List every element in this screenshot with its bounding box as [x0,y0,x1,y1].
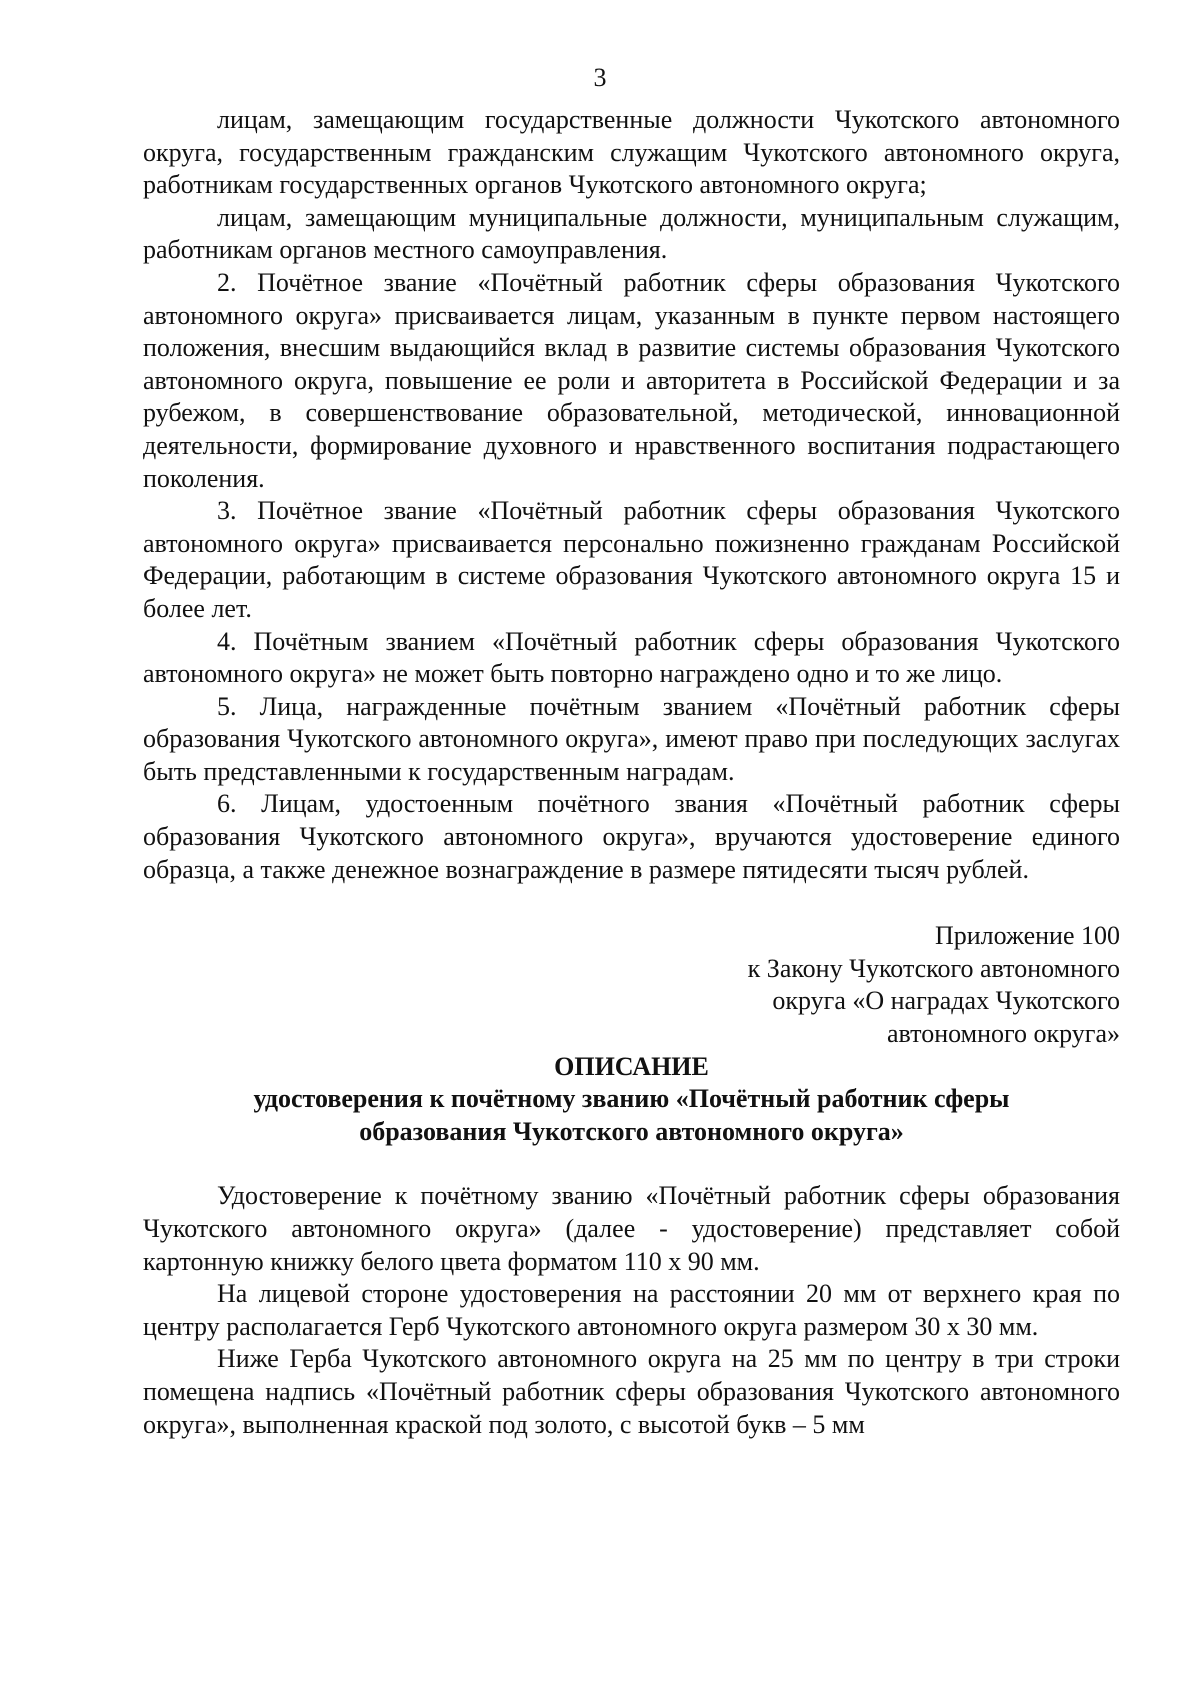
paragraph-municipal-officials: лицам, замещающим муниципальные должности, муниципальным служащим, работникам органов местного самоуправления. [143,202,1120,265]
paragraph-front-side-emblem: На лицевой стороне удостоверения на расстоянии 20 мм от верхнего края по центру располагается Герб Чукотского автономного округа размером 30 х 30 мм. [143,1279,1120,1341]
paragraph-inscription: Ниже Герба Чукотского автономного округа на 25 мм по центру в три строки помещена надпись «Почётный работник сферы образования Чукотского автономного округа», выполненная краской под золото, с высотой букв – 5 мм [143,1344,1120,1439]
document-body [143,104,1120,1441]
paragraph-clause-5: 5. Лица, награжденные почётным званием «Почётный работник сферы образования Чукотского автономного округа», имеют право при последующих заслугах быть представленными к государственным наградам. [143,691,1120,786]
appendix-line: Приложение 100 [934,921,1120,951]
paragraph-clause-4: 4. Почётным званием «Почётный работник сферы образования Чукотского автономного округа» не может быть повторно награждено одно и то же лицо. [143,626,1120,689]
appendix-line: к Закону Чукотского автономного [747,953,1120,983]
appendix-line: округа «О наградах Чукотского [772,986,1120,1016]
paragraph-certificate-format: Удостоверение к почётному званию «Почётный работник сферы образования Чукотского автономного округа» (далее - удостоверение) представляет собой картонную книжку белого цвета форматом 110 х 90 мм. [143,1181,1120,1276]
appendix-line: автономного округа» [887,1019,1120,1049]
paragraph-clause-6: 6. Лицам, удостоенным почётного звания «Почётный работник сферы образования Чукотского автономного округа», вручаются удостоверение единого образца, а также денежное вознаграждение в размере пятидесяти тысяч рублей. [143,789,1120,884]
appendix-reference [143,920,1120,1050]
paragraph-state-officials: лицам, замещающим государственные должности Чукотского автономного округа, государственным гражданским служащим Чукотского автономного округа, работникам государственных органов Чукотского автономного округа; [143,105,1120,200]
paragraph-clause-3: 3. Почётное звание «Почётный работник сферы образования Чукотского автономного округа» присваивается персонально пожизненно гражданам Российской Федерации, работающим в системе образования Чукотского автономного округа 15 и более лет. [143,496,1120,623]
paragraph-clause-2: 2. Почётное звание «Почётный работник сферы образования Чукотского автономного округа» присваивается лицам, указанным в пункте первом настоящего положения, внесшим выдающийся вклад в развитие системы образования Чукотского автономного округа, повышение ее роли и авторитета в Российской Федерации и за рубежом, в совершенствование образовательной, методической, инновационной деятельности, формирование духовного и нравственного воспитания подрастающего поколения. [143,267,1120,493]
document-subtitle: удостоверения к почётному званию «Почётный работник сферы образования Чукотского автономного округа» [253,1084,1010,1146]
document-title: ОПИСАНИЕ [554,1051,709,1081]
page-number: 3 [593,63,607,92]
